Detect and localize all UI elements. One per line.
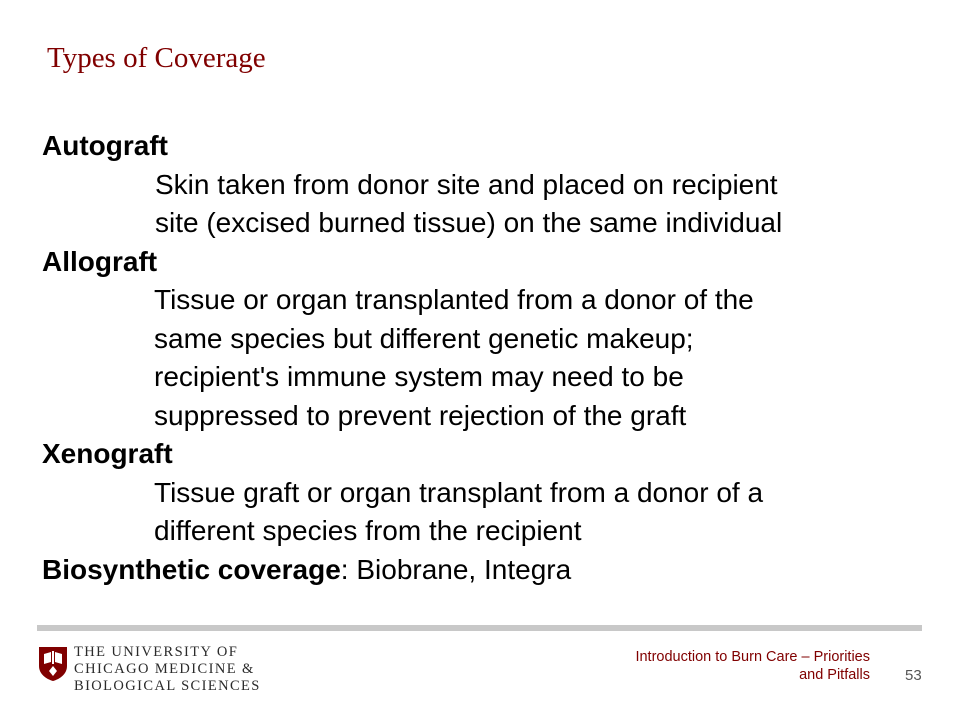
slide-content (42, 127, 922, 589)
course-title (570, 648, 870, 684)
description-line: recipient's immune system may need to be (154, 361, 684, 392)
shield-crest-icon (38, 646, 68, 682)
biosynthetic-coverage (42, 551, 922, 590)
description-line: site (excised burned tissue) on the same individual (155, 207, 783, 238)
institution-line: THE UNIVERSITY OF (74, 644, 239, 660)
term-biosynthetic: Biosynthetic coverage (42, 553, 341, 585)
term-xenograft: Xenograft (42, 438, 173, 469)
page-number: 53 (905, 667, 922, 684)
description-line: Tissue or organ transplanted from a donor of the (154, 284, 754, 315)
slide-title: Types of Coverage (47, 42, 266, 74)
course-title-line: Introduction to Burn Care – Priorities (635, 649, 870, 665)
xenograft-description (42, 474, 922, 551)
description-line: same species but different genetic makeup; (154, 322, 694, 354)
term-allograft: Allograft (42, 245, 158, 277)
description-line: Skin taken from donor site and placed on recipient (155, 168, 778, 200)
allograft-description (42, 281, 922, 435)
description-line: Tissue graft or organ transplant from a donor of a (154, 476, 764, 508)
institution-line: CHICAGO MEDICINE & (74, 661, 255, 677)
term-autograft: Autograft (42, 130, 168, 161)
institution-name (74, 644, 261, 695)
footer-rule (37, 625, 922, 631)
biosynthetic-separator: : (340, 553, 357, 585)
biosynthetic-examples: Biobrane, Integra (356, 553, 572, 585)
autograft-description (42, 166, 922, 243)
description-line: suppressed to prevent rejection of the graft (154, 399, 687, 431)
description-line: different species from the recipient (154, 515, 582, 546)
course-title-line: and Pitfalls (799, 667, 870, 683)
institution-line: BIOLOGICAL SCIENCES (74, 678, 261, 694)
